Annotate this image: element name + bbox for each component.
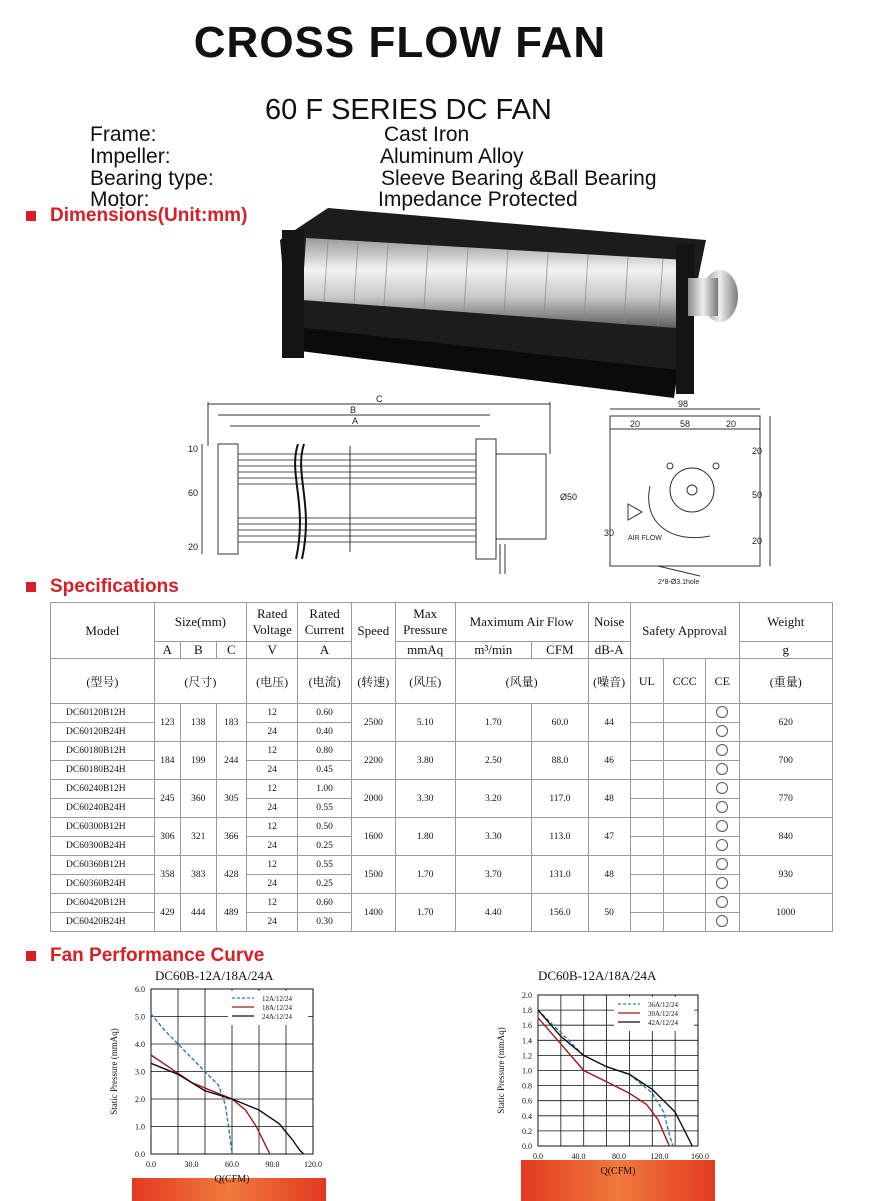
cell-voltage: 12: [247, 894, 298, 913]
cell-voltage: 12: [247, 856, 298, 875]
cell-ccc: [664, 780, 706, 799]
dim-phi50-label: Ø50: [560, 492, 578, 502]
dim-c-label: C: [376, 394, 383, 404]
cell-ul: [630, 723, 664, 742]
cell-size-a: 358: [154, 856, 180, 894]
header-safety: Safety Approval: [630, 603, 739, 659]
cell-size-b: 199: [180, 742, 216, 780]
cell-ccc: [664, 913, 706, 932]
dim-a-label: A: [352, 416, 359, 426]
cell-size-b: 138: [180, 704, 216, 742]
cell-model: DC60240B24H: [51, 799, 155, 818]
legend-label: 42A/12/24: [648, 1019, 678, 1027]
cell-model: DC60420B12H: [51, 894, 155, 913]
cn-noise: (噪音): [588, 659, 630, 704]
cell-cfm: 88.0: [532, 742, 589, 780]
dim-right-50-label: 50: [752, 490, 763, 500]
cn-voltage: (电压): [247, 659, 298, 704]
performance-heading: Fan Performance Curve: [26, 945, 264, 967]
unit-a: A: [154, 642, 180, 659]
cell-current: 0.40: [298, 723, 351, 742]
legend-label: 36A/12/24: [648, 1001, 678, 1009]
dim-side-20b-label: 20: [726, 419, 737, 429]
cell-mmaq: 3.80: [395, 742, 455, 780]
cell-cfm: 156.0: [532, 894, 589, 932]
y-tick-label: 4.0: [135, 1040, 145, 1049]
cell-current: 0.55: [298, 799, 351, 818]
cell-size-b: 321: [180, 818, 216, 856]
safety-ccc: CCC: [664, 659, 706, 704]
legend-label: 12A/12/24: [262, 995, 292, 1003]
chart-2-title: DC60B-12A/18A/24A: [538, 968, 657, 983]
cell-mmaq: 1.80: [395, 818, 455, 856]
airflow-label: AIR FLOW: [628, 535, 662, 542]
frame-value: Cast Iron: [384, 123, 470, 146]
cell-ce: [706, 894, 740, 913]
y-tick-label: 0.6: [522, 1096, 532, 1106]
cell-mmaq: 5.10: [395, 704, 455, 742]
cell-voltage: 24: [247, 761, 298, 780]
x-tick-label: 40.0: [571, 1152, 586, 1161]
header-model: Model: [51, 603, 155, 659]
bullet-square-icon: [26, 951, 36, 961]
cell-rpm: 1500: [351, 856, 395, 894]
cell-m3: 3.70: [455, 856, 532, 894]
impeller-label: Impeller:: [90, 145, 171, 168]
legend-label: 18A/12/24: [262, 1004, 292, 1012]
cell-ce: [706, 704, 740, 723]
cell-ce: [706, 837, 740, 856]
cell-ccc: [664, 761, 706, 780]
x-tick-label: 120.0: [650, 1152, 669, 1161]
cell-current: 0.50: [298, 818, 351, 837]
ce-circle-icon: [716, 877, 728, 889]
cell-ce: [706, 856, 740, 875]
cell-size-b: 444: [180, 894, 216, 932]
cell-voltage: 12: [247, 742, 298, 761]
performance-chart-1: [100, 982, 340, 1201]
dim-60-label: 60: [188, 488, 199, 498]
cell-db: 44: [588, 704, 630, 742]
cell-size-a: 184: [154, 742, 180, 780]
ce-circle-icon: [716, 706, 728, 718]
ce-circle-icon: [716, 915, 728, 927]
y-axis-label: Static Pressure (mmAq): [496, 1027, 506, 1114]
ce-circle-icon: [716, 744, 728, 756]
specifications-table: [50, 602, 833, 932]
dim-side-20a-label: 20: [630, 419, 641, 429]
cell-ul: [630, 875, 664, 894]
cell-size-a: 245: [154, 780, 180, 818]
cell-cfm: 60.0: [532, 704, 589, 742]
x-tick-label: 0.0: [533, 1152, 543, 1161]
cell-current: 1.00: [298, 780, 351, 799]
cell-ul: [630, 894, 664, 913]
x-tick-label: 60.0: [225, 1160, 239, 1169]
cell-voltage: 24: [247, 837, 298, 856]
cell-ccc: [664, 837, 706, 856]
cell-m3: 3.20: [455, 780, 532, 818]
x-tick-label: 160.0: [691, 1152, 709, 1161]
unit-dba: dB-A: [588, 642, 630, 659]
motor-label: Motor:: [90, 188, 150, 211]
y-tick-label: 3.0: [135, 1067, 145, 1077]
dim-right-20a-label: 20: [752, 446, 763, 456]
dim-b-label: B: [350, 405, 357, 415]
cell-current: 0.30: [298, 913, 351, 932]
cell-model: DC60300B24H: [51, 837, 155, 856]
cell-current: 0.60: [298, 894, 351, 913]
cell-mmaq: 1.70: [395, 856, 455, 894]
bullet-square-icon: [26, 211, 36, 221]
cell-cfm: 113.0: [532, 818, 589, 856]
cell-db: 46: [588, 742, 630, 780]
cell-model: DC60120B24H: [51, 723, 155, 742]
cell-size-a: 306: [154, 818, 180, 856]
unit-b: B: [180, 642, 216, 659]
cell-size-a: 429: [154, 894, 180, 932]
page-title: CROSS FLOW FAN: [193, 18, 607, 67]
cell-ul: [630, 780, 664, 799]
cn-size: (尺寸): [154, 659, 246, 704]
safety-ul: UL: [630, 659, 664, 704]
cell-ce: [706, 818, 740, 837]
cell-model: DC60240B12H: [51, 780, 155, 799]
cell-weight: 700: [739, 742, 832, 780]
y-tick-label: 5.0: [135, 1012, 145, 1022]
x-tick-label: 30.0: [184, 1160, 199, 1169]
x-tick-label: 80.0: [612, 1152, 626, 1161]
chart-1-title: DC60B-12A/18A/24A: [155, 968, 274, 983]
ce-circle-icon: [716, 858, 728, 870]
safety-ce: CE: [706, 659, 740, 704]
cell-weight: 840: [739, 818, 832, 856]
cell-model: DC60120B12H: [51, 704, 155, 723]
cell-size-c: 428: [216, 856, 246, 894]
cell-rpm: 1400: [351, 894, 395, 932]
cell-size-b: 383: [180, 856, 216, 894]
cell-size-c: 244: [216, 742, 246, 780]
cell-size-a: 123: [154, 704, 180, 742]
cn-speed: (转速): [351, 659, 395, 704]
cn-weight: (重量): [739, 659, 832, 704]
cell-model: DC60180B24H: [51, 761, 155, 780]
cell-weight: 1000: [739, 894, 832, 932]
performance-chart-2: [490, 982, 730, 1201]
cell-db: 50: [588, 894, 630, 932]
specifications-heading: Specifications: [26, 576, 179, 598]
y-tick-label: 0.8: [522, 1081, 532, 1091]
cell-db: 47: [588, 818, 630, 856]
x-tick-label: 120.0: [304, 1160, 322, 1169]
legend-label: 30A/12/24: [648, 1010, 678, 1018]
cell-ccc: [664, 723, 706, 742]
header-size: Size(mm): [154, 603, 246, 642]
table-row: [51, 742, 833, 761]
cell-db: 48: [588, 780, 630, 818]
cell-rpm: 1600: [351, 818, 395, 856]
cell-voltage: 24: [247, 913, 298, 932]
cell-weight: 930: [739, 856, 832, 894]
cell-ce: [706, 799, 740, 818]
y-tick-label: 0.0: [135, 1150, 145, 1159]
cell-rpm: 2500: [351, 704, 395, 742]
cell-voltage: 24: [247, 875, 298, 894]
cell-ce: [706, 780, 740, 799]
ce-circle-icon: [716, 896, 728, 908]
cell-rpm: 2200: [351, 742, 395, 780]
x-axis-label: Q(CFM): [214, 1174, 250, 1185]
cell-model: DC60360B24H: [51, 875, 155, 894]
dim-30-label: 30: [604, 528, 615, 538]
x-axis-label: Q(CFM): [600, 1166, 636, 1177]
dim-58-label: 58: [680, 419, 691, 429]
ce-circle-icon: [716, 820, 728, 832]
table-row: [51, 780, 833, 799]
cell-ul: [630, 837, 664, 856]
cell-current: 0.25: [298, 875, 351, 894]
y-tick-label: 1.0: [135, 1122, 145, 1132]
cell-ccc: [664, 799, 706, 818]
unit-m3: m³/min: [455, 642, 532, 659]
cell-ce: [706, 761, 740, 780]
cell-ccc: [664, 856, 706, 875]
cell-ul: [630, 799, 664, 818]
ce-circle-icon: [716, 801, 728, 813]
header-weight: Weight: [739, 603, 832, 642]
cell-voltage: 12: [247, 818, 298, 837]
cell-m3: 3.30: [455, 818, 532, 856]
dim-20-label: 20: [188, 542, 199, 552]
cell-ce: [706, 875, 740, 894]
cell-m3: 1.70: [455, 704, 532, 742]
dim-98-label: 98: [678, 399, 689, 409]
cell-current: 0.25: [298, 837, 351, 856]
y-axis-label: Static Pressure (mmAq): [109, 1028, 119, 1115]
y-tick-label: 1.6: [522, 1021, 532, 1031]
frame-label: Frame:: [90, 123, 157, 146]
cell-ul: [630, 742, 664, 761]
table-row: [51, 856, 833, 875]
table-row: [51, 818, 833, 837]
cell-size-c: 489: [216, 894, 246, 932]
cell-db: 48: [588, 856, 630, 894]
y-tick-label: 0.2: [522, 1126, 532, 1136]
cell-size-c: 183: [216, 704, 246, 742]
bullet-square-icon: [26, 582, 36, 592]
cell-ccc: [664, 894, 706, 913]
cell-voltage: 24: [247, 723, 298, 742]
ce-circle-icon: [716, 782, 728, 794]
ce-circle-icon: [716, 839, 728, 851]
unit-c: C: [216, 642, 246, 659]
y-tick-label: 2.0: [135, 1095, 145, 1104]
cell-model: DC60180B12H: [51, 742, 155, 761]
y-tick-label: 0.4: [522, 1111, 532, 1121]
cell-cfm: 131.0: [532, 856, 589, 894]
unit-cfm: CFM: [532, 642, 589, 659]
ce-circle-icon: [716, 725, 728, 737]
cn-current: (电流): [298, 659, 351, 704]
cn-model: (型号): [51, 659, 155, 704]
cell-current: 0.45: [298, 761, 351, 780]
cell-voltage: 12: [247, 704, 298, 723]
cell-cfm: 117.0: [532, 780, 589, 818]
technical-drawing: [180, 394, 780, 584]
unit-amp: A: [298, 642, 351, 659]
header-rated-voltage: Rated Voltage: [247, 603, 298, 642]
header-noise: Noise: [588, 603, 630, 642]
cell-model: DC60300B12H: [51, 818, 155, 837]
cn-pressure: (风压): [395, 659, 455, 704]
cell-ul: [630, 704, 664, 723]
bearing-label: Bearing type:: [90, 167, 214, 190]
dim-right-20b-label: 20: [752, 536, 763, 546]
cell-ul: [630, 856, 664, 875]
cell-voltage: 12: [247, 780, 298, 799]
dim-10-label: 10: [188, 444, 199, 454]
cell-ul: [630, 761, 664, 780]
cell-mmaq: 3.30: [395, 780, 455, 818]
impeller-value: Aluminum Alloy: [380, 145, 524, 168]
y-tick-label: 2.0: [522, 991, 532, 1000]
cell-ccc: [664, 818, 706, 837]
cell-model: DC60360B12H: [51, 856, 155, 875]
y-tick-label: 1.2: [522, 1051, 532, 1061]
y-tick-label: 1.0: [522, 1066, 532, 1076]
x-tick-label: 0.0: [146, 1160, 156, 1169]
fan-product-image: [268, 200, 744, 400]
y-tick-label: 1.8: [522, 1006, 532, 1016]
unit-v: V: [247, 642, 298, 659]
cell-current: 0.55: [298, 856, 351, 875]
y-tick-label: 0.0: [522, 1142, 532, 1151]
cell-size-b: 360: [180, 780, 216, 818]
header-speed: Speed: [351, 603, 395, 659]
series-subtitle: 60 F SERIES DC FAN: [265, 94, 552, 126]
cell-ce: [706, 913, 740, 932]
header-rated-current: Rated Current: [298, 603, 351, 642]
cell-weight: 770: [739, 780, 832, 818]
header-max-airflow: Maximum Air Flow: [455, 603, 588, 642]
cell-current: 0.80: [298, 742, 351, 761]
cell-voltage: 24: [247, 799, 298, 818]
cell-ccc: [664, 875, 706, 894]
cell-mmaq: 1.70: [395, 894, 455, 932]
cell-ce: [706, 723, 740, 742]
cn-airflow: (风量): [455, 659, 588, 704]
cell-weight: 620: [739, 704, 832, 742]
cell-ul: [630, 818, 664, 837]
unit-mmaq: mmAq: [395, 642, 455, 659]
y-tick-label: 6.0: [135, 985, 145, 994]
legend-label: 24A/12/24: [262, 1013, 292, 1021]
table-row: [51, 894, 833, 913]
holes-label: 2*8-Ø3.1hole: [658, 579, 700, 584]
cell-model: DC60420B24H: [51, 913, 155, 932]
cell-size-c: 305: [216, 780, 246, 818]
cell-current: 0.60: [298, 704, 351, 723]
ce-circle-icon: [716, 763, 728, 775]
cell-ccc: [664, 742, 706, 761]
cell-ccc: [664, 704, 706, 723]
dimensions-heading: Dimensions(Unit:mm): [26, 205, 247, 227]
cell-m3: 4.40: [455, 894, 532, 932]
header-max-pressure: Max Pressure: [395, 603, 455, 642]
cell-size-c: 366: [216, 818, 246, 856]
cell-rpm: 2000: [351, 780, 395, 818]
unit-g: g: [739, 642, 832, 659]
motor-value: Impedance Protected: [378, 188, 578, 211]
x-tick-label: 90.0: [265, 1160, 280, 1169]
y-tick-label: 1.4: [522, 1036, 532, 1046]
cell-ul: [630, 913, 664, 932]
table-row: [51, 704, 833, 723]
cell-m3: 2.50: [455, 742, 532, 780]
bearing-value: Sleeve Bearing &Ball Bearing: [381, 167, 657, 190]
cell-ce: [706, 742, 740, 761]
